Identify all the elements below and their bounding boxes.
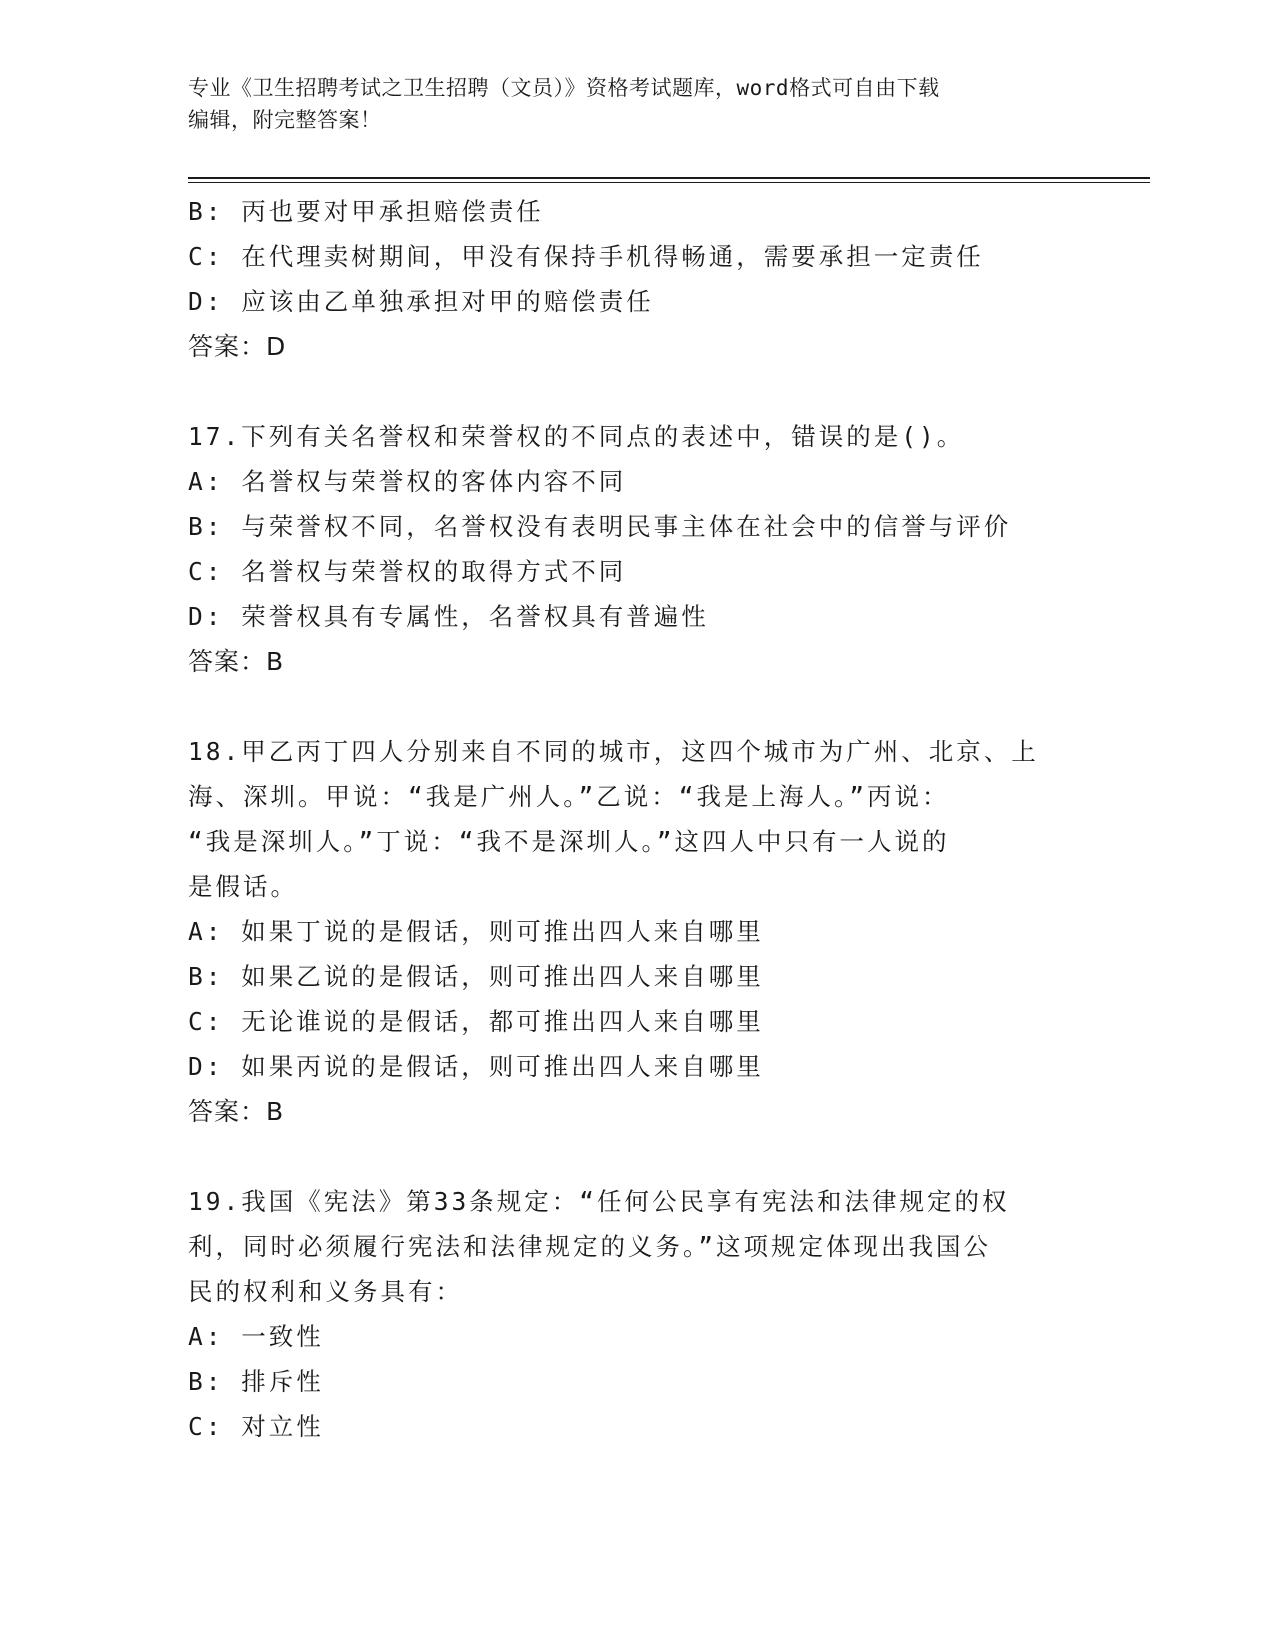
- question-18: [188, 729, 1088, 1134]
- question-17: [188, 414, 1088, 684]
- header-line-1: 专业《卫生招聘考试之卫生招聘（文员）》资格考试题库，word格式可自由下载: [188, 76, 940, 100]
- option-d: D: 应该由乙单独承担对甲的赔偿责任: [188, 287, 654, 316]
- question-stem-line: 海、深圳。甲说：“我是广州人。”乙说：“我是上海人。”丙说：: [188, 782, 950, 811]
- document-header: [188, 72, 1088, 136]
- spacer: [188, 369, 1088, 414]
- spacer: [188, 684, 1088, 729]
- option-d: D: 荣誉权具有专属性，名誉权具有普遍性: [188, 602, 709, 631]
- option-b: B: 丙也要对甲承担赔偿责任: [188, 197, 544, 226]
- question-stem-line: 利，同时必须履行宪法和法律规定的义务。”这项规定体现出我国公: [188, 1232, 991, 1261]
- header-divider-thick: [188, 177, 1150, 179]
- question-stem-line: 19.我国《宪法》第33条规定：“任何公民享有宪法和法律规定的权: [188, 1187, 1010, 1216]
- option-c: C: 无论谁说的是假话，都可推出四人来自哪里: [188, 1007, 764, 1036]
- option-b: B: 与荣誉权不同，名誉权没有表明民事主体在社会中的信誉与评价: [188, 512, 1012, 541]
- answer: 答案：D: [188, 332, 287, 361]
- option-a: A: 一致性: [188, 1322, 324, 1351]
- header-divider-thin: [188, 182, 1150, 183]
- spacer: [188, 1134, 1088, 1179]
- option-b: B: 如果乙说的是假话，则可推出四人来自哪里: [188, 962, 764, 991]
- option-b: B: 排斥性: [188, 1367, 324, 1396]
- option-c: C: 在代理卖树期间，甲没有保持手机得畅通，需要承担一定责任: [188, 242, 984, 271]
- question-stem: 17.下列有关名誉权和荣誉权的不同点的表述中，错误的是()。: [188, 422, 965, 451]
- option-a: A: 如果丁说的是假话，则可推出四人来自哪里: [188, 917, 764, 946]
- answer: 答案：B: [188, 647, 285, 676]
- question-stem-line: 是假话。: [188, 872, 298, 901]
- question-stem-line: 18.甲乙丙丁四人分别来自不同的城市，这四个城市为广州、北京、上: [188, 737, 1039, 766]
- question-19: [188, 1179, 1088, 1449]
- question-list: [188, 189, 1088, 1449]
- option-c: C: 名誉权与荣誉权的取得方式不同: [188, 557, 627, 586]
- option-a: A: 名誉权与荣誉权的客体内容不同: [188, 467, 627, 496]
- option-d: D: 如果丙说的是假话，则可推出四人来自哪里: [188, 1052, 764, 1081]
- option-c: C: 对立性: [188, 1412, 324, 1441]
- question-16-tail: [188, 189, 1088, 369]
- header-line-2: 编辑，附完整答案！: [188, 108, 382, 132]
- question-stem-line: “我是深圳人。”丁说：“我不是深圳人。”这四人中只有一人说的: [188, 827, 950, 856]
- answer: 答案：B: [188, 1097, 285, 1126]
- question-stem-line: 民的权利和义务具有：: [188, 1277, 463, 1306]
